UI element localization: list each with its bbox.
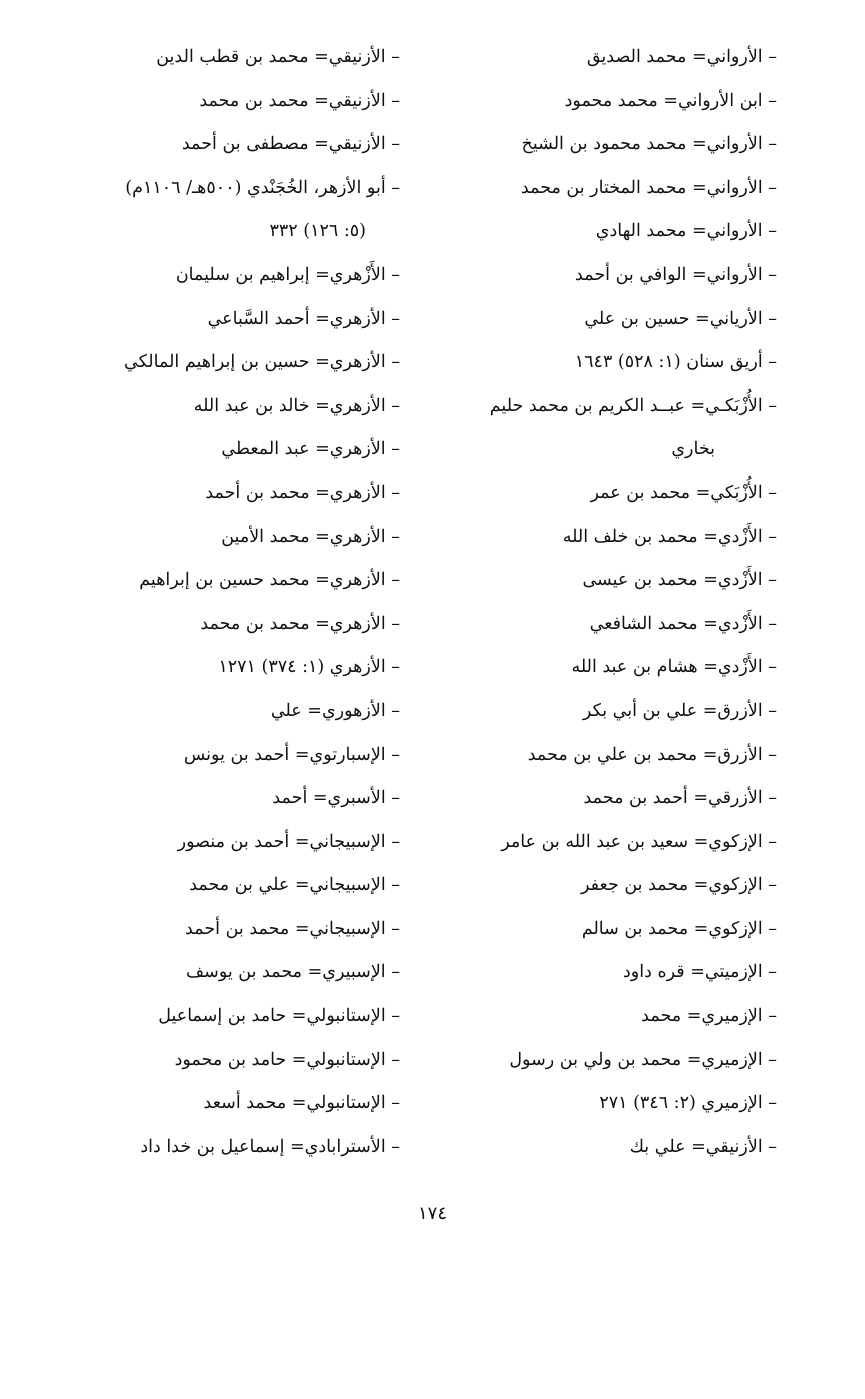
index-entry: – الأَزْدي= هشام بن عبد الله bbox=[571, 657, 777, 678]
index-entry: – الأزنيقي= مصطفى بن أحمد bbox=[181, 134, 400, 155]
index-entry: – الأزهري= محمد الأمين bbox=[221, 526, 400, 547]
index-entry: – الأَزْدي= محمد بن عيسى bbox=[582, 570, 777, 591]
index-entry: – الأرواني= محمد الصديق bbox=[586, 47, 777, 67]
index-entry: – الأَزْهري= إبراهيم بن سليمان bbox=[175, 264, 400, 285]
index-entry: – الأَزْدي= محمد الشافعي bbox=[589, 613, 777, 634]
index-entry: – الإستانبولي= حامد بن إسماعيل bbox=[158, 1006, 400, 1027]
index-entry-continuation: بخاري bbox=[671, 439, 715, 460]
index-entry: – الإسبيجاني= علي بن محمد bbox=[189, 875, 400, 896]
index-entry: – الإسبارتوي= أحمد بن يونس bbox=[183, 744, 400, 765]
index-entry: – الإستانبولي= محمد أسعد bbox=[203, 1093, 400, 1114]
index-entry: – الأزهوري= علي bbox=[270, 700, 400, 721]
index-entry: – الأرواني= محمد محمود بن الشيخ bbox=[521, 134, 777, 155]
index-entry: – الأزرقي= أحمد بن محمد bbox=[583, 788, 777, 809]
index-entry: – أريق سنان (١: ٥٢٨) ١٦٤٣ bbox=[574, 352, 777, 373]
index-entry: – الأزرق= علي بن أبي بكر bbox=[582, 700, 777, 721]
index-entry: – أبو الأزهر، الخُجَنْدي (٥٠٠هـ/ ١١٠٦م) bbox=[125, 177, 400, 198]
index-entry: – الأرواني= الوافي بن أحمد bbox=[575, 264, 777, 285]
index-entry: – الإزميتي= قره داود bbox=[622, 962, 777, 983]
index-entry: – الأُزْبَكي= محمد بن عمر bbox=[590, 482, 777, 503]
right-column bbox=[417, 36, 777, 1169]
index-entry: – الأزنيقي= محمد بن قطب الدين bbox=[156, 47, 400, 67]
index-entry: – الإزميري (٢: ٣٤٦) ٢٧١ bbox=[599, 1093, 777, 1114]
index-entry: – الأزهري (١: ٣٧٤) ١٢٧١ bbox=[218, 657, 400, 678]
index-entry: – الأزهري= حسين بن إبراهيم المالكي bbox=[124, 352, 400, 373]
index-entry: – الأُزْبَكـي= عبــد الكريم بن محمد حليم bbox=[489, 395, 777, 416]
index-entry: – الأرواني= محمد الهادي bbox=[595, 221, 777, 242]
index-entry: – ابن الأرواني= محمد محمود bbox=[564, 90, 777, 111]
index-entry: – الإسبيجاني= أحمد بن منصور bbox=[177, 831, 400, 852]
index-entry: – الإسبيري= محمد بن يوسف bbox=[186, 962, 400, 983]
index-entry: – الأزهري= محمد بن محمد bbox=[200, 613, 400, 634]
index-entry: – الأزهري= محمد حسين بن إبراهيم bbox=[139, 570, 400, 591]
index-entry: – الأزهري= عبد المعطي bbox=[221, 439, 400, 460]
index-entry: – الإزكوي= محمد بن جعفر bbox=[581, 875, 777, 896]
index-entry: – الإزكوي= محمد بن سالم bbox=[581, 918, 777, 939]
page-number: ١٧٤ bbox=[417, 1203, 447, 1224]
index-entry: – الأَزْدي= محمد بن خلف الله bbox=[562, 526, 777, 547]
index-entry: – الأزرق= محمد بن علي بن محمد bbox=[527, 744, 777, 765]
index-entry: – الأرياني= حسين بن علي bbox=[584, 308, 777, 329]
index-entry: – الإزكوي= سعيد بن عبد الله بن عامر bbox=[501, 831, 777, 852]
index-entry: – الأرواني= محمد المختار بن محمد bbox=[520, 177, 777, 198]
index-entry: – الإستانبولي= حامد بن محمود bbox=[174, 1049, 400, 1070]
index-entry-continuation: (٥: ١٢٦) ٣٣٢ bbox=[269, 221, 366, 242]
index-entry: – الأزنيقي= محمد بن محمد bbox=[199, 90, 400, 111]
left-column bbox=[30, 36, 400, 1169]
index-entry: – الأزنيقي= علي بك bbox=[629, 1136, 777, 1157]
index-entry: – الأسبري= أحمد bbox=[272, 788, 400, 809]
index-entry: – الإزميري= محمد بن ولي بن رسول bbox=[509, 1049, 777, 1070]
index-entry: – الإزميري= محمد bbox=[641, 1006, 777, 1027]
index-entry: – الأزهري= خالد بن عبد الله bbox=[193, 395, 400, 416]
index-entry: – الأزهري= أحمد السَّباعي bbox=[207, 308, 400, 329]
index-entry: – الأسترابادي= إسماعيل بن خدا داد bbox=[140, 1136, 400, 1157]
index-entry: – الأزهري= محمد بن أحمد bbox=[205, 482, 400, 503]
index-entry: – الإسبيجاني= محمد بن أحمد bbox=[185, 918, 400, 939]
